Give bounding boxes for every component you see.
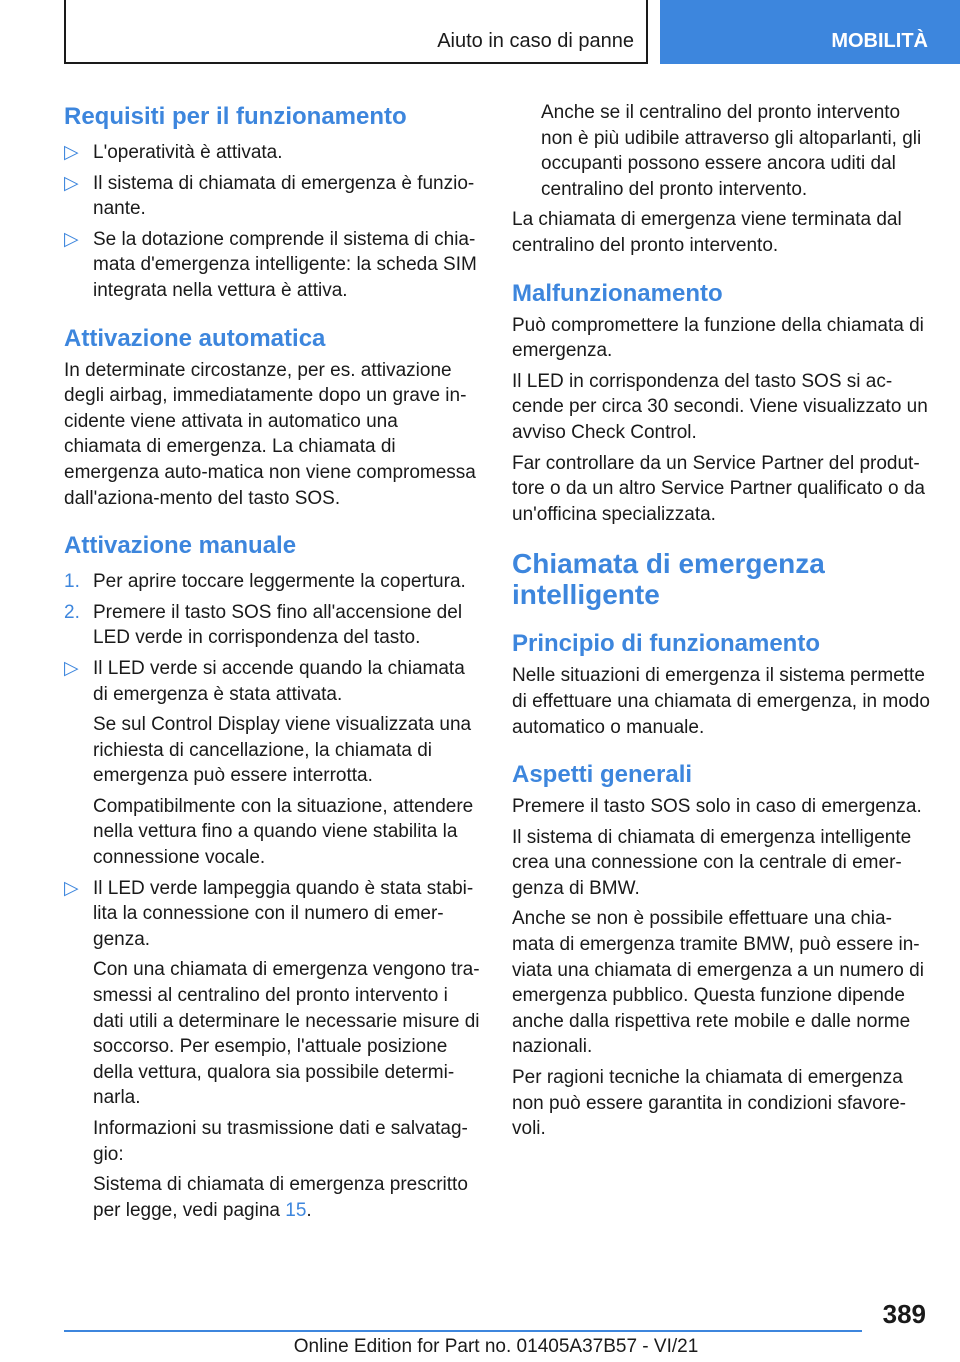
triangle-bullet-icon: ▷ <box>64 228 79 250</box>
malfunction-heading: Malfunzionamento <box>512 279 723 307</box>
list-item: ▷ Se la dotazione comprende il sistema di chia-mata d'emergenza intelligente: la scheda SIM integrata nella vettura è attiva. <box>64 228 477 301</box>
general-heading: Aspetti generali <box>512 761 693 789</box>
requirements-list <box>64 140 480 304</box>
triangle-bullet-icon: ▷ <box>64 877 79 899</box>
intelligent-call-heading: Chiamata di emergenza intelligente <box>512 548 825 611</box>
general-text-2: Il sistema di chiamata di emergenza intelligente crea una connessione con la centrale di emer-genza di BMW. <box>512 826 912 899</box>
list-item: ▷ Il LED verde si accende quando la chiamata di emergenza è stata attivata. <box>64 657 465 705</box>
manual-steps <box>64 569 480 1223</box>
list-item: 1. Per aprire toccare leggermente la copertura. <box>64 569 480 595</box>
list-item: ▷ Il sistema di chiamata di emergenza è funzio-nante. <box>64 172 475 220</box>
chapter-tab: MOBILITÀ <box>660 0 960 64</box>
list-item: ▷ L'operatività è attivata. <box>64 140 480 166</box>
auto-activation-text: In determinate circostanze, per es. attivazione degli airbag, immediatamente dopo un grave in-cidente viene attivata in automatico una chiamata di emergenza. La chiamata di emergenza auto-matica non viene compromessa dall'aziona-mento del tasto SOS. <box>64 359 476 509</box>
general-text-3: Anche se non è possibile effettuare una chia-mata di emergenza tramite BMW, può essere in-viata una chiamata di emergenza a un numero di emergenza pubblico. Questa funzione dipende anche dalla rispettiva rete mobile e dalle norme nazionali. <box>512 908 924 1058</box>
continued-text: Anche se il centralino del pronto intervento non è più udibile attraverso gli altoparlanti, gli occupanti possono essere ancora uditi dal centralino del pronto intervento. <box>541 102 922 200</box>
page-reference-link[interactable]: 15 <box>285 1199 307 1221</box>
triangle-bullet-icon: ▷ <box>64 172 79 194</box>
malfunction-text-1: Può compromettere la funzione della chiamata di emergenza. <box>512 314 924 362</box>
general-text-4: Per ragioni tecniche la chiamata di emergenza non può essere garantita in condizioni sfavore-voli. <box>512 1067 906 1140</box>
section-title: Aiuto in caso di panne <box>64 0 648 64</box>
led-green-note-2: Compatibilmente con la situazione, attendere nella vettura fino a quando viene stabilita la connessione vocale. <box>93 795 474 869</box>
list-item: ▷ Il LED verde lampeggia quando è stata stabi-lita la connessione con il numero di emer-genza. <box>64 877 474 950</box>
malfunction-text-3: Far controllare da un Service Partner del produt-tore o da un altro Service Partner qualificato o da un'officina specializzata. <box>512 452 925 525</box>
principle-heading: Principio di funzionamento <box>512 630 820 658</box>
call-end-text: La chiamata di emergenza viene terminata dal centralino del pronto intervento. <box>512 209 902 256</box>
led-blink-note-2: Informazioni su trasmissione dati e salvatag-gio: <box>93 1118 468 1165</box>
list-item: 2. Premere il tasto SOS fino all'accensione del LED verde in corrispondenza del tasto. <box>64 601 463 649</box>
malfunction-text-2: Il LED in corrispondenza del tasto SOS si ac-cende per circa 30 secondi. Viene visualizzato un avviso Check Control. <box>512 370 928 443</box>
step-number: 1. <box>64 571 80 593</box>
page-number: 389 <box>882 1299 926 1329</box>
left-column <box>64 100 480 1223</box>
footer-divider <box>64 1330 862 1332</box>
triangle-bullet-icon: ▷ <box>64 142 79 163</box>
page-header <box>0 0 960 66</box>
requirements-heading: Requisiti per il funzionamento <box>64 103 407 130</box>
footer-edition: Online Edition for Part no. 01405A37B57 - VI/21 <box>293 1336 699 1357</box>
led-blink-note-1: Con una chiamata di emergenza vengono tra-smessi al centralino del pronto intervento i dati utili a determinare le necessarie misure di soccorso. Per esempio, l'attuale posizione della vettura, qualora sia possibile determi-narla. <box>93 959 480 1109</box>
principle-text: Nelle situazioni di emergenza il sistema permette di effettuare una chiamata di emergenza, in modo automatico o manuale. <box>512 665 930 738</box>
auto-activation-heading: Attivazione automatica <box>64 324 326 352</box>
triangle-bullet-icon: ▷ <box>64 657 79 679</box>
step-number: 2. <box>64 601 80 623</box>
right-column <box>512 100 932 1142</box>
general-text-1: Premere il tasto SOS solo in caso di emergenza. <box>512 796 922 818</box>
led-blink-note-3: Sistema di chiamata di emergenza prescritto per legge, vedi pagina 15. <box>93 1174 468 1221</box>
manual-activation-heading: Attivazione manuale <box>64 532 297 560</box>
led-green-note-1: Se sul Control Display viene visualizzata una richiesta di cancellazione, la chiamata di emergenza può essere interrotta. <box>93 714 472 787</box>
